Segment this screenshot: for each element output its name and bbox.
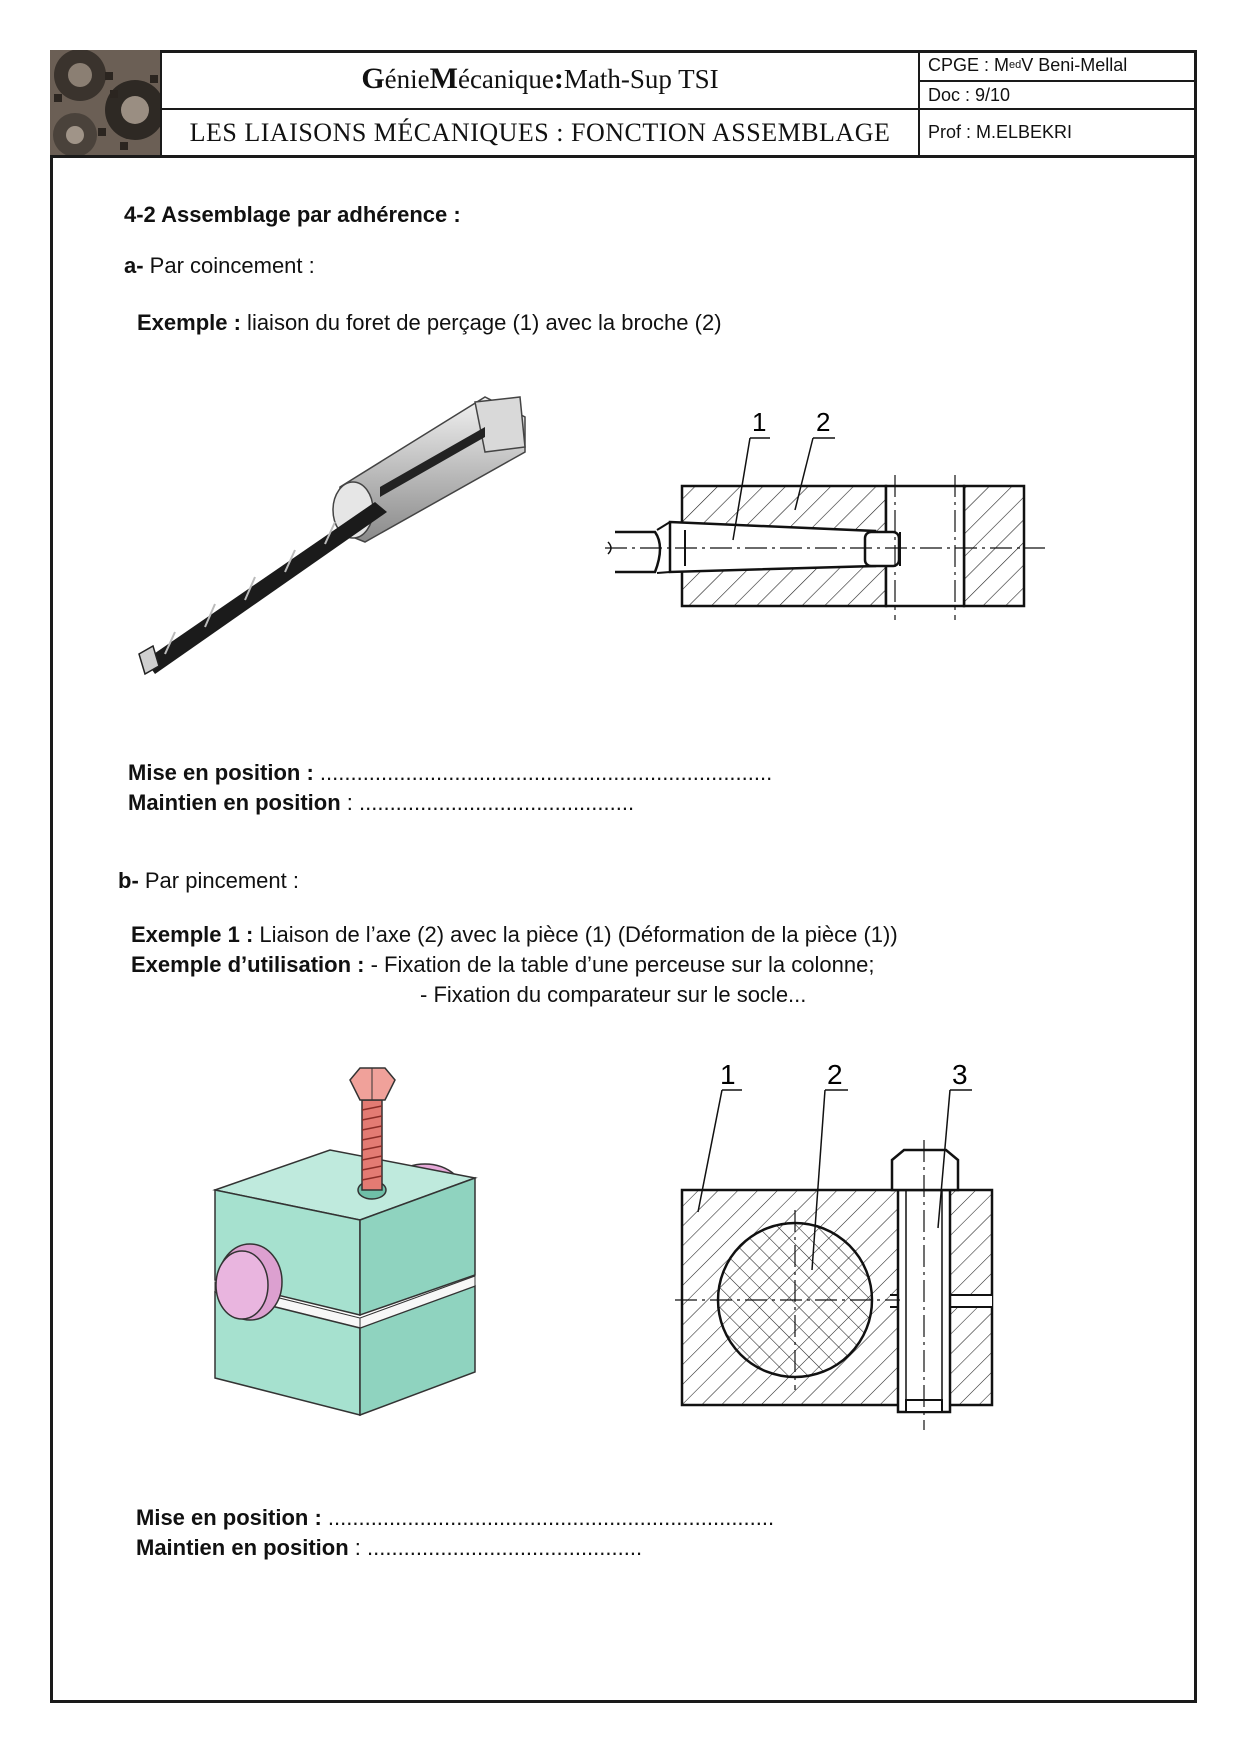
header xyxy=(50,50,1197,158)
doc-number: Doc : 9/10 xyxy=(920,82,1194,110)
example-usage-b-2: - Fixation du comparateur sur le socle... xyxy=(420,982,807,1007)
mise-en-position-b: Mise en position : ......................................................................... xyxy=(136,1505,775,1530)
subsection-a: a- Par coincement : xyxy=(124,253,315,278)
page-subtitle: LES LIAISONS MÉCANIQUES : FONCTION ASSEMBLAGE xyxy=(189,117,891,147)
section-heading: 4-2 Assemblage par adhérence : xyxy=(124,202,461,227)
example-a: Exemple : liaison du foret de perçage (1) avec la broche (2) xyxy=(137,310,722,335)
fig2-label-3: 3 xyxy=(952,1060,968,1090)
fig2-label-2: 2 xyxy=(827,1060,843,1090)
clamp-section-drawing xyxy=(670,1060,1010,1430)
drill-section-drawing xyxy=(600,400,1060,640)
drill-chuck-illustration xyxy=(125,392,595,682)
example-1-b: Exemple 1 : Liaison de l’axe (2) avec la pièce (1) (Déformation de la pièce (1)) xyxy=(131,922,898,947)
example-usage-b: Exemple d’utilisation : - Fixation de la table d’une perceuse sur la colonne; xyxy=(131,952,875,977)
school-name: CPGE : M ed V Beni-Mellal xyxy=(920,50,1194,82)
meta-info xyxy=(918,50,1194,155)
fig1-label-2: 2 xyxy=(816,407,831,437)
subsection-b: b- Par pincement : xyxy=(118,868,299,893)
prof-name: Prof : M.ELBEKRI xyxy=(928,122,1073,142)
maintien-en-position-b: Maintien en position : ............................................. xyxy=(136,1535,643,1560)
page-title: G énie M écanique : Math-Sup TSI xyxy=(162,50,918,110)
mise-en-position-a: Mise en position : .......................................................................... xyxy=(128,760,773,785)
fig2-label-1: 1 xyxy=(720,1060,736,1090)
clamp-block-illustration xyxy=(200,1060,500,1440)
maintien-en-position-a: Maintien en position : ............................................. xyxy=(128,790,635,815)
fig1-label-1: 1 xyxy=(752,407,767,437)
gears-logo-icon xyxy=(50,50,162,155)
